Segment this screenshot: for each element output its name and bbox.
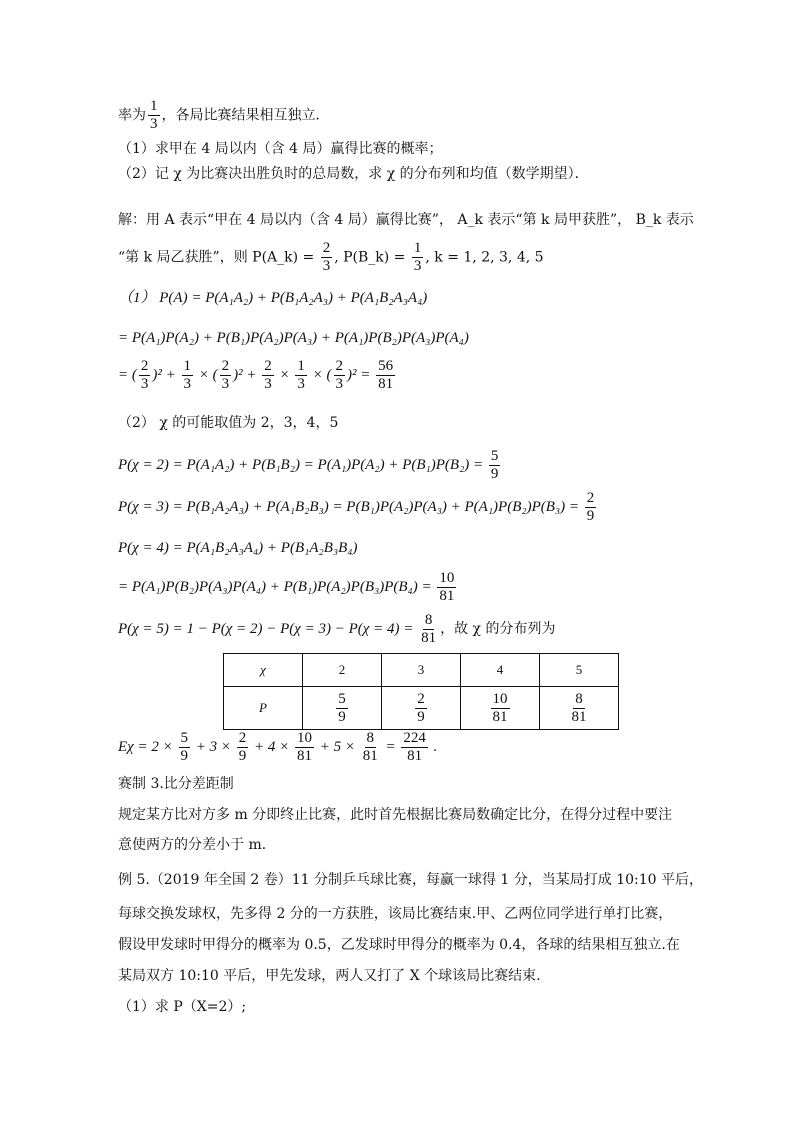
text: . [429, 738, 438, 755]
table-cell: P [224, 687, 303, 730]
denominator: 81 [362, 748, 378, 764]
text: Eχ = 2 × [118, 738, 177, 755]
text: 率为 [118, 107, 146, 124]
fraction [237, 730, 249, 765]
text: = ( [118, 366, 137, 383]
fraction [412, 240, 424, 275]
table-cell: 4 [461, 654, 540, 687]
table-cell: 5 [540, 654, 619, 687]
numerator: 10 [297, 730, 313, 746]
fraction [295, 730, 314, 765]
table-cell [540, 687, 619, 730]
denominator: 9 [586, 508, 595, 524]
numerator: 5 [338, 690, 346, 707]
fraction [415, 691, 427, 726]
denominator: 3 [413, 258, 422, 274]
p-chi-4-line1: P(χ = 4) = P(A₁B₂A₃A₄) + P(B₁A₂B₃B₄) [118, 540, 358, 556]
text: )² = [347, 366, 375, 383]
numerator: 1 [413, 240, 422, 256]
fraction [585, 490, 597, 525]
denominator: 81 [492, 708, 508, 725]
part1-line3 [118, 358, 397, 393]
text: )² + [233, 366, 261, 383]
text: ，各局比赛结果相互独立． [161, 107, 330, 124]
numerator: 2 [417, 690, 425, 707]
example-line-1: 例 5.（2019 年全国 2 卷）11 分制乒乓球比赛，每赢一球得 1 分，当某局打成 10:10 平后， [118, 872, 704, 888]
solution-def [118, 240, 544, 275]
numerator: 10 [492, 690, 508, 707]
fraction [262, 358, 274, 393]
numerator: 2 [264, 358, 272, 374]
p-chi-4-line2 [118, 570, 458, 605]
part1-line2: = P(A₁)P(A₂) + P(B₁)P(A₂)P(A₃) + P(A₁)P(B₂)P(A₃)P(A₄) [118, 330, 469, 346]
p-chi-5 [118, 612, 556, 647]
p-chi-2 [118, 448, 502, 483]
text: + 4 × [250, 738, 294, 755]
text: = [381, 738, 400, 755]
text: × ( [195, 366, 218, 383]
table-cell: 2 [303, 654, 382, 687]
denominator: 9 [238, 748, 247, 764]
denominator: 3 [183, 376, 191, 392]
denominator: 9 [490, 466, 499, 482]
fraction [334, 358, 346, 393]
rule-line-1: 规定某方比对方多 m 分即终止比赛，此时首先根据比赛局数确定比分，在得分过程中要注 [118, 807, 673, 823]
example-line-3: 假设甲发球时甲得分的概率为 0.5，乙发球时甲得分的概率为 0.4，各球的结果相互独立.在 [118, 937, 680, 953]
fraction [437, 570, 456, 605]
example-line-4: 某局双方 10:10 平后，甲先发球，两人又打了 X 个球该局比赛结束. [118, 968, 541, 984]
text: × ( [308, 366, 332, 383]
text: “第 k 局乙获胜”，则 P(A_k) = [118, 249, 319, 266]
question-1: （1）求甲在 4 局以内（含 4 局）赢得比赛的概率； [118, 141, 443, 157]
section-heading: 赛制 3.比分差距制 [118, 776, 234, 792]
numerator: 1 [150, 98, 158, 114]
text: , P(B_k) = [334, 249, 410, 266]
numerator: 8 [366, 730, 375, 746]
numerator: 2 [238, 730, 247, 746]
fraction [376, 358, 395, 393]
numerator: 56 [378, 358, 394, 374]
numerator: 2 [586, 490, 595, 506]
denominator: 3 [264, 376, 272, 392]
table-cell [303, 687, 382, 730]
numerator: 2 [335, 358, 343, 374]
fraction [491, 691, 510, 726]
rule-line-2: 意使两方的分差小于 m． [118, 837, 276, 853]
fraction [295, 358, 307, 393]
numerator: 1 [183, 358, 191, 374]
denominator: 3 [322, 258, 331, 274]
fraction [401, 730, 428, 765]
table-cell: 3 [382, 654, 461, 687]
fraction [220, 358, 232, 393]
fraction [148, 98, 160, 133]
text: + 3 × [192, 738, 235, 755]
example-line-2: 每球交换发球权，先多得 2 分的一方获胜，该局比赛结束.甲、乙两位同学进行单打比赛， [118, 906, 673, 922]
numerator: 5 [180, 730, 189, 746]
numerator: 2 [322, 240, 331, 256]
denominator: 3 [150, 116, 158, 132]
table-cell [382, 687, 461, 730]
example-question-1: （1）求 P（X=2）; [118, 999, 247, 1015]
fraction [139, 358, 151, 393]
text: P(χ = 3) = P(B₁A₂A₃) + P(A₁B₂B₃) = P(B₁)P(A₂)P(A₃) + P(A₁)P(B₂)P(B₃) = [118, 498, 583, 515]
question-2: （2）记 χ 为比赛决出胜负时的总局数，求 χ 的分布列和均值（数学期望）． [118, 166, 589, 182]
text: P(χ = 5) = 1 − P(χ = 2) − P(χ = 3) − P(χ = 4) = [118, 620, 418, 637]
p-chi-3 [118, 490, 598, 525]
text: , k = 1, 2, 3, 4, 5 [425, 249, 544, 266]
denominator: 3 [140, 376, 149, 392]
denominator: 81 [421, 630, 437, 646]
denominator: 81 [571, 708, 587, 725]
denominator: 81 [297, 748, 313, 764]
fraction [179, 730, 191, 765]
fraction [336, 691, 348, 726]
fraction [489, 448, 501, 483]
numerator: 2 [221, 358, 230, 374]
text: )² + [152, 366, 180, 383]
text: ，故 χ 的分布列为 [440, 620, 556, 637]
fraction [321, 240, 333, 275]
expectation [118, 730, 437, 765]
numerator: 1 [297, 358, 305, 374]
denominator: 3 [221, 376, 230, 392]
denominator: 9 [338, 708, 346, 725]
part1-line1: （1） P(A) = P(A₁A₂) + P(B₁A₂A₃) + P(A₁B₂A₃A₄) [118, 290, 428, 306]
table-header-row [224, 654, 619, 687]
fraction [361, 730, 380, 765]
fraction [182, 358, 194, 393]
denominator: 81 [378, 376, 394, 392]
text: P(χ = 2) = P(A₁A₂) + P(B₁B₂) = P(A₁)P(A₂) + P(B₁)P(B₂) = [118, 456, 487, 473]
denominator: 81 [439, 588, 455, 604]
numerator: 8 [424, 612, 433, 628]
fraction [570, 691, 589, 726]
numerator: 2 [140, 358, 149, 374]
numerator: 5 [490, 448, 499, 464]
table-cell: χ [224, 654, 303, 687]
denominator: 3 [297, 376, 305, 392]
numerator: 224 [403, 730, 426, 746]
text: × [275, 366, 294, 383]
table-row [224, 687, 619, 730]
table-cell [461, 687, 540, 730]
denominator: 81 [407, 748, 423, 764]
denominator: 9 [417, 708, 425, 725]
text: = P(A₁)P(B₂)P(A₃)P(A₄) + P(B₁)P(A₂)P(B₃)P(B₄) = [118, 578, 436, 595]
numerator: 10 [439, 570, 455, 586]
part2-values: （2） χ 的可能取值为 2，3，4，5 [118, 415, 339, 431]
fraction [419, 612, 438, 647]
denominator: 9 [180, 748, 189, 764]
intro-line [118, 98, 330, 133]
distribution-table [223, 653, 619, 730]
numerator: 8 [575, 690, 583, 707]
solution-intro: 解：用 A 表示“甲在 4 局以内（含 4 局）赢得比赛”， A_k 表示“第 k 局甲获胜”， B_k 表示 [118, 212, 694, 228]
denominator: 3 [335, 376, 343, 392]
text: + 5 × [316, 738, 359, 755]
